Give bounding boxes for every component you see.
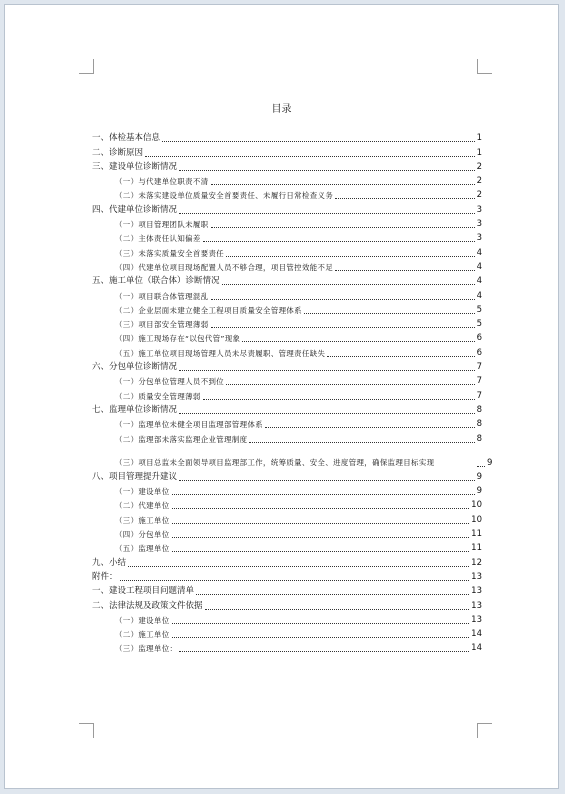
toc-entry-text: （一）项目联合体管理混乱 xyxy=(115,291,209,301)
toc-entry-text: 一、建设工程项目问题清单 xyxy=(92,586,195,597)
toc-dot-leader xyxy=(203,399,475,400)
toc-dot-leader xyxy=(335,198,474,199)
toc-page-number: 2 xyxy=(476,176,482,187)
toc-dot-leader xyxy=(128,566,469,567)
toc-entry-text: （二）监理部未落实监理企业管理制度 xyxy=(115,434,248,444)
toc-dot-leader xyxy=(203,241,475,242)
toc-dot-leader xyxy=(145,156,475,157)
crop-mark-top-left xyxy=(79,59,94,74)
toc-entry[interactable] xyxy=(92,173,482,187)
toc-page-number: 2 xyxy=(476,161,482,172)
toc-page-number: 3 xyxy=(476,219,482,230)
toc-page-number: 7 xyxy=(476,362,482,373)
toc-page-number: 1 xyxy=(476,133,482,144)
toc-entry[interactable] xyxy=(92,273,482,287)
toc-dot-leader xyxy=(172,494,475,495)
toc-dot-leader xyxy=(211,327,475,328)
toc-entry-text: 八、项目管理提升建议 xyxy=(92,471,178,482)
toc-page-number: 11 xyxy=(471,529,482,540)
toc-entry-text: 二、诊断原因 xyxy=(92,147,144,158)
toc-entry[interactable] xyxy=(92,187,482,201)
toc-entry-text: （一）与代建单位职责不清 xyxy=(115,177,209,187)
toc-dot-leader xyxy=(211,184,475,185)
toc-page-number: 13 xyxy=(471,571,482,582)
document-page xyxy=(4,4,559,789)
toc-entry-text: （一）建设单位 xyxy=(115,615,170,625)
toc-dot-leader xyxy=(172,623,470,624)
toc-entry[interactable] xyxy=(92,373,482,387)
toc-page-number: 9 xyxy=(487,457,493,468)
toc-entry[interactable] xyxy=(92,330,482,344)
toc-entry-text: 六、分包单位诊断情况 xyxy=(92,362,178,373)
toc-entry[interactable] xyxy=(92,316,482,330)
toc-page-number: 1 xyxy=(476,147,482,158)
crop-mark-bottom-left xyxy=(79,723,94,738)
toc-page-number: 14 xyxy=(471,629,482,640)
toc-page-number: 2 xyxy=(476,190,482,201)
toc-dot-leader xyxy=(196,594,469,595)
toc-page-number: 4 xyxy=(476,276,482,287)
toc-entry[interactable] xyxy=(92,244,482,258)
toc-dot-leader xyxy=(222,284,475,285)
toc-entry-text: （一）监理单位未健全项目监理部管理体系 xyxy=(115,420,264,430)
toc-entry[interactable] xyxy=(92,416,482,430)
toc-entry-text: （二）未落实建设单位质量安全首要责任、未履行日常检查义务 xyxy=(115,191,334,201)
toc-entry[interactable] xyxy=(92,302,482,316)
toc-entry[interactable] xyxy=(92,583,482,597)
toc-dot-leader xyxy=(327,356,474,357)
toc-entry-text: （四）施工现场存在“以包代管”现象 xyxy=(115,334,241,344)
toc-entry[interactable] xyxy=(92,130,482,144)
toc-page-number: 9 xyxy=(476,486,482,497)
toc-page-number: 9 xyxy=(476,471,482,482)
toc-entry[interactable] xyxy=(92,526,482,540)
toc-page-number: 8 xyxy=(476,404,482,415)
toc-entry-text: （三）项目部安全管理薄弱 xyxy=(115,320,209,330)
toc-dot-leader xyxy=(211,227,475,228)
toc-entry-text: （二）代建单位 xyxy=(115,501,170,511)
toc-dot-leader xyxy=(211,299,475,300)
toc-dot-leader xyxy=(226,256,475,257)
toc-dot-leader xyxy=(162,141,475,142)
toc-dot-leader xyxy=(172,637,470,638)
toc-entry-text: 九、小结 xyxy=(92,557,127,568)
toc-entry-text: 附件： xyxy=(92,571,118,582)
toc-entry[interactable] xyxy=(92,387,482,401)
toc-page-number: 3 xyxy=(476,233,482,244)
toc-page-number: 4 xyxy=(476,247,482,258)
toc-entry-text: （五）施工单位项目现场管理人员未尽责履职、管理责任缺失 xyxy=(115,348,326,358)
toc-page-number: 10 xyxy=(471,514,482,525)
toc-entry[interactable] xyxy=(92,230,482,244)
toc-entry-text: （四）分包单位 xyxy=(115,530,170,540)
toc-entry[interactable] xyxy=(92,540,482,554)
toc-entry[interactable] xyxy=(92,569,482,583)
toc-dot-leader xyxy=(335,270,474,271)
toc-entry-text: 三、建设单位诊断情况 xyxy=(92,161,178,172)
toc-dot-leader xyxy=(172,551,470,552)
toc-dot-leader xyxy=(179,413,475,414)
toc-entry[interactable] xyxy=(92,612,482,626)
toc-entry-text: （一）分包单位管理人员不到位 xyxy=(115,377,225,387)
toc-entry-text: （四）代建单位项目现场配置人员不够合理，项目管控效能不足 xyxy=(115,262,334,272)
toc-page-number: 8 xyxy=(476,419,482,430)
toc-entry[interactable] xyxy=(92,402,482,416)
toc-entry[interactable] xyxy=(92,483,482,497)
toc-entry-text: （二）企业层面未建立健全工程项目质量安全管理体系 xyxy=(115,305,302,315)
toc-entry[interactable] xyxy=(92,640,482,654)
toc-dot-leader xyxy=(477,466,485,467)
toc-entry-text: （三）未落实质量安全首要责任 xyxy=(115,248,225,258)
toc-page-number: 4 xyxy=(476,261,482,272)
toc-entry[interactable] xyxy=(92,497,482,511)
toc-entry[interactable] xyxy=(92,511,482,525)
toc-page-number: 4 xyxy=(476,290,482,301)
toc-dot-leader xyxy=(265,427,475,428)
toc-page-number: 3 xyxy=(476,204,482,215)
toc-dot-leader xyxy=(179,370,475,371)
toc-entry[interactable] xyxy=(92,469,482,483)
toc-dot-leader xyxy=(249,442,474,443)
toc-entry-text: （三）监理单位： xyxy=(115,644,178,654)
toc-entry-text: （二）质量安全管理薄弱 xyxy=(115,391,201,401)
table-of-contents xyxy=(92,130,493,654)
toc-entry-text: （二）施工单位 xyxy=(115,630,170,640)
toc-page-number: 11 xyxy=(471,543,482,554)
toc-dot-leader xyxy=(179,651,469,652)
toc-entry[interactable] xyxy=(92,445,493,469)
toc-page-number: 13 xyxy=(471,586,482,597)
toc-entry[interactable] xyxy=(92,344,482,358)
toc-entry[interactable] xyxy=(92,554,482,568)
toc-page-number: 10 xyxy=(471,500,482,511)
toc-entry-text: 四、代建单位诊断情况 xyxy=(92,204,178,215)
toc-entry[interactable] xyxy=(92,201,482,215)
toc-entry[interactable] xyxy=(92,359,482,373)
toc-dot-leader xyxy=(205,609,470,610)
toc-entry-text: 二、法律法规及政策文件依据 xyxy=(92,600,203,611)
toc-entry-text: （五）监理单位 xyxy=(115,544,170,554)
toc-page-number: 6 xyxy=(476,333,482,344)
toc-entry[interactable] xyxy=(92,144,482,158)
toc-entry-text: （一）建设单位 xyxy=(115,487,170,497)
toc-dot-leader xyxy=(242,341,474,342)
toc-entry-text: （二）主体责任认知偏差 xyxy=(115,234,201,244)
toc-entry-text: 一、体检基本信息 xyxy=(92,133,161,144)
toc-entry-text: （三）项目总监未全面领导项目监理部工作，统筹质量、安全、进度管理，确保监理目标实现 xyxy=(115,458,435,468)
crop-mark-top-right xyxy=(477,59,492,74)
toc-page-number: 5 xyxy=(476,304,482,315)
toc-dot-leader xyxy=(179,170,475,171)
toc-page-number: 5 xyxy=(476,319,482,330)
toc-page-number: 13 xyxy=(471,614,482,625)
toc-dot-leader xyxy=(172,523,470,524)
toc-entry[interactable] xyxy=(92,259,482,273)
toc-entry[interactable] xyxy=(92,159,482,173)
crop-mark-bottom-right xyxy=(477,723,492,738)
toc-entry[interactable] xyxy=(92,626,482,640)
toc-dot-leader xyxy=(304,313,475,314)
toc-dot-leader xyxy=(179,480,475,481)
toc-page-number: 14 xyxy=(471,643,482,654)
toc-page-number: 8 xyxy=(476,433,482,444)
toc-page-number: 12 xyxy=(471,557,482,568)
toc-entry[interactable] xyxy=(92,430,482,444)
toc-dot-leader xyxy=(226,384,475,385)
toc-entry-text: （一）项目管理团队未履职 xyxy=(115,220,209,230)
toc-page-number: 7 xyxy=(476,376,482,387)
toc-title: 目录 xyxy=(271,104,292,115)
toc-dot-leader xyxy=(172,537,470,538)
toc-dot-leader xyxy=(172,508,470,509)
toc-entry-text: （三）施工单位 xyxy=(115,515,170,525)
toc-page-number: 6 xyxy=(476,347,482,358)
toc-entry[interactable] xyxy=(92,597,482,611)
toc-page-number: 13 xyxy=(471,600,482,611)
toc-entry[interactable] xyxy=(92,216,482,230)
toc-dot-leader xyxy=(120,580,470,581)
toc-entry[interactable] xyxy=(92,287,482,301)
toc-dot-leader xyxy=(179,213,475,214)
toc-page-number: 7 xyxy=(476,390,482,401)
toc-entry-text: 七、监理单位诊断情况 xyxy=(92,404,178,415)
toc-entry-text: 五、施工单位（联合体）诊断情况 xyxy=(92,276,220,287)
